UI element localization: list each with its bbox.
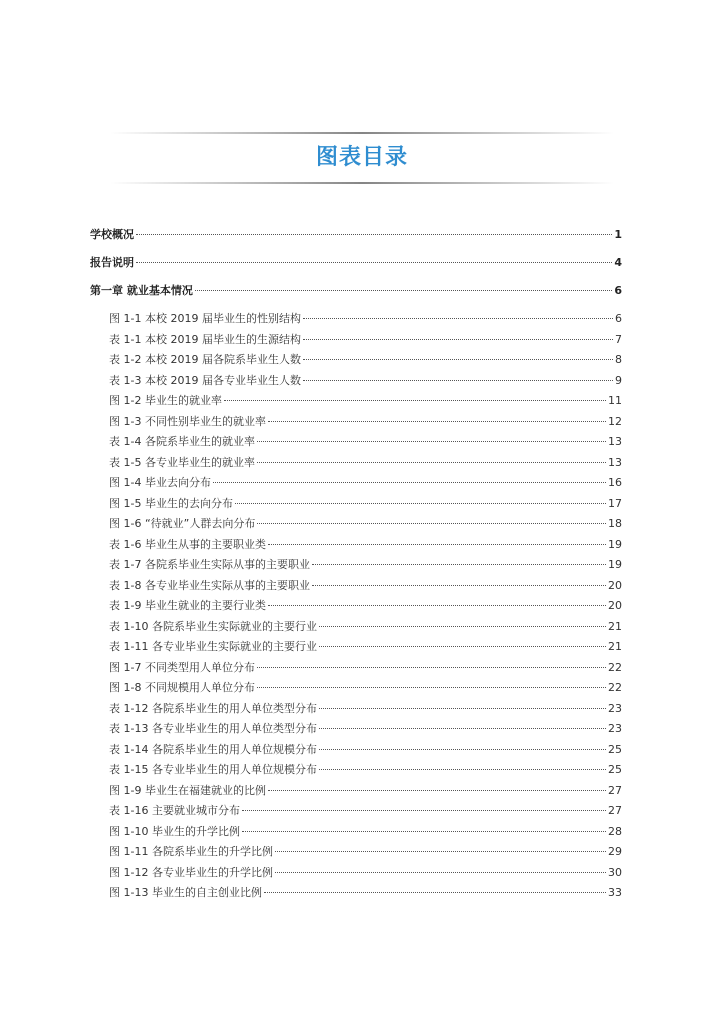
toc-entry-label: 表 1-14 各院系毕业生的用人单位规模分布 [109,742,317,756]
toc-figure-entry[interactable] [90,845,622,866]
toc-page-number: 18 [608,517,622,530]
toc-page-number: 13 [608,435,622,448]
toc-dot-leader [242,810,606,811]
toc-entry-label: 图 1-1 本校 2019 届毕业生的性别结构 [109,312,301,325]
toc-dot-leader [257,687,606,688]
toc-dot-leader [264,892,606,893]
toc-entry-label: 图 1-7 不同类型用人单位分布 [109,660,255,674]
toc-page-number: 11 [608,394,622,407]
toc-dot-leader [303,359,613,360]
toc-figure-entry[interactable] [90,517,622,538]
toc-dot-leader [268,421,606,422]
toc-dot-leader [213,482,606,483]
toc-page-number: 27 [608,804,622,817]
toc-entry-label: 学校概况 [90,228,134,241]
toc-dot-leader [312,564,606,565]
toc-figure-entry[interactable] [90,312,622,333]
toc-entry-label: 表 1-15 各专业毕业生的用人单位规模分布 [109,763,317,776]
toc-figure-entry[interactable] [90,374,622,395]
toc-figure-entry[interactable] [90,804,622,825]
toc-entry-label: 图 1-10 毕业生的升学比例 [109,824,240,838]
toc-page-number: 25 [608,763,622,776]
toc-figure-entry[interactable] [90,333,622,354]
toc-entry-label: 图 1-3 不同性别毕业生的就业率 [109,414,266,428]
toc-entry-label: 表 1-12 各院系毕业生的用人单位类型分布 [109,701,317,715]
toc-entry-label: 表 1-16 主要就业城市分布 [109,804,240,817]
toc-page-number: 27 [608,783,622,797]
title-bottom-rule [110,182,614,184]
toc-figure-entry[interactable] [90,579,622,600]
toc-figure-entry[interactable] [90,394,622,415]
toc-dot-leader [257,667,606,668]
toc-entry-label: 图 1-5 毕业生的去向分布 [109,496,233,510]
toc-page-number: 13 [608,455,622,469]
toc-entry-label: 图 1-4 毕业去向分布 [109,476,211,489]
toc-dot-leader [257,523,606,524]
toc-dot-leader [195,290,613,291]
toc-page-number: 8 [615,353,622,366]
toc-figure-entry[interactable] [90,538,622,559]
toc-dot-leader [275,872,606,873]
toc-page-number: 12 [608,414,622,428]
toc-chapter-entry[interactable] [90,284,622,312]
toc-dot-leader [319,728,606,729]
toc-figure-entry[interactable] [90,497,622,518]
toc-figure-entry[interactable] [90,435,622,456]
toc-dot-leader [235,503,606,504]
toc-dot-leader [268,790,606,791]
toc-page-number: 7 [615,332,622,346]
toc-entry-label: 表 1-5 各专业毕业生的就业率 [109,455,255,469]
toc-page-number: 16 [608,476,622,489]
toc-entry-label: 表 1-8 各专业毕业生实际从事的主要职业 [109,578,310,592]
toc-page-number: 29 [608,845,622,858]
toc-page-number: 22 [608,660,622,674]
toc-dot-leader [224,400,606,401]
toc-page-number: 20 [608,578,622,592]
toc-dot-leader [257,441,606,442]
toc-dot-leader [312,585,606,586]
title-block [0,128,724,190]
toc-page-number: 19 [608,558,622,571]
toc-figure-entry[interactable] [90,743,622,764]
toc-dot-leader [319,769,606,770]
toc-dot-leader [303,380,613,381]
toc-page-number: 22 [608,681,622,694]
toc-figure-entry[interactable] [90,558,622,579]
toc-dot-leader [257,462,606,463]
toc-entry-label: 图 1-6 “待就业”人群去向分布 [109,517,256,530]
toc-figure-entry[interactable] [90,661,622,682]
toc-page-number: 28 [608,824,622,838]
toc-page-number: 33 [608,886,622,899]
toc-figure-entry[interactable] [90,415,622,436]
toc-dot-leader [319,708,606,709]
toc-dot-leader [268,544,606,545]
toc-entry-label: 表 1-2 本校 2019 届各院系毕业生人数 [109,353,301,366]
toc-figure-entry[interactable] [90,784,622,805]
toc-entry-label: 表 1-7 各院系毕业生实际从事的主要职业 [109,558,310,571]
toc-dot-leader [275,851,606,852]
toc-page-number: 9 [615,373,622,387]
toc-entry-label: 第一章 就业基本情况 [90,284,193,297]
toc-entry-label: 图 1-2 毕业生的就业率 [109,394,222,407]
toc-figure-entry[interactable] [90,825,622,846]
toc-page-number: 23 [608,701,622,715]
toc-page-number: 21 [608,619,622,633]
toc-dot-leader [242,831,606,832]
toc-entry-label: 图 1-11 各院系毕业生的升学比例 [109,845,273,858]
toc-figure-entry[interactable] [90,702,622,723]
toc-figure-entry[interactable] [90,599,622,620]
toc-dot-leader [268,605,606,606]
toc-dot-leader [136,234,612,235]
toc-entry-label: 表 1-11 各专业毕业生实际就业的主要行业 [109,640,317,653]
toc-entry-label: 表 1-4 各院系毕业生的就业率 [109,435,255,448]
toc-figure-entry[interactable] [90,640,622,661]
toc-dot-leader [319,749,606,750]
toc-entry-label: 表 1-3 本校 2019 届各专业毕业生人数 [109,373,301,387]
toc-entry-label: 图 1-12 各专业毕业生的升学比例 [109,865,273,879]
toc-dot-leader [303,339,613,340]
toc-entry-label: 表 1-9 毕业生就业的主要行业类 [109,599,266,612]
toc-page-number: 6 [614,284,622,297]
toc-figure-entry[interactable] [90,681,622,702]
toc-figure-entry[interactable] [90,886,622,907]
toc-figure-entry[interactable] [90,620,622,641]
toc-page-number: 1 [614,228,622,241]
toc-figure-entry[interactable] [90,866,622,887]
toc-entry-label: 图 1-13 毕业生的自主创业比例 [109,886,262,899]
toc-dot-leader [136,262,612,263]
toc-figure-entry[interactable] [90,476,622,497]
toc-figure-entry[interactable] [90,353,622,374]
toc-page-number: 19 [608,537,622,551]
toc-page-number: 17 [608,496,622,510]
toc-page-number: 4 [614,256,622,269]
toc-chapter-entry[interactable] [90,256,622,284]
toc-entry-label: 图 1-9 毕业生在福建就业的比例 [109,783,266,797]
toc-dot-leader [303,318,613,319]
toc-page-number: 21 [608,640,622,653]
toc-entry-label: 图 1-8 不同规模用人单位分布 [109,681,255,694]
toc-entry-label: 表 1-13 各专业毕业生的用人单位类型分布 [109,722,317,735]
title-top-rule [110,132,614,134]
toc-dot-leader [319,626,606,627]
toc-figure-entry[interactable] [90,763,622,784]
toc-page-number: 30 [608,865,622,879]
table-of-contents [90,228,622,907]
toc-page-number: 20 [608,599,622,612]
toc-entry-label: 表 1-6 毕业生从事的主要职业类 [109,537,266,551]
toc-dot-leader [319,646,606,647]
page-title: 图表目录 [315,145,408,170]
toc-page-number: 25 [608,742,622,756]
toc-page-number: 6 [615,312,622,325]
toc-entry-label: 表 1-1 本校 2019 届毕业生的生源结构 [109,332,301,346]
toc-chapter-entry[interactable] [90,228,622,256]
toc-entry-label: 表 1-10 各院系毕业生实际就业的主要行业 [109,619,317,633]
toc-figure-entry[interactable] [90,456,622,477]
toc-entry-label: 报告说明 [90,256,134,269]
toc-figure-entry[interactable] [90,722,622,743]
toc-page-number: 23 [608,722,622,735]
